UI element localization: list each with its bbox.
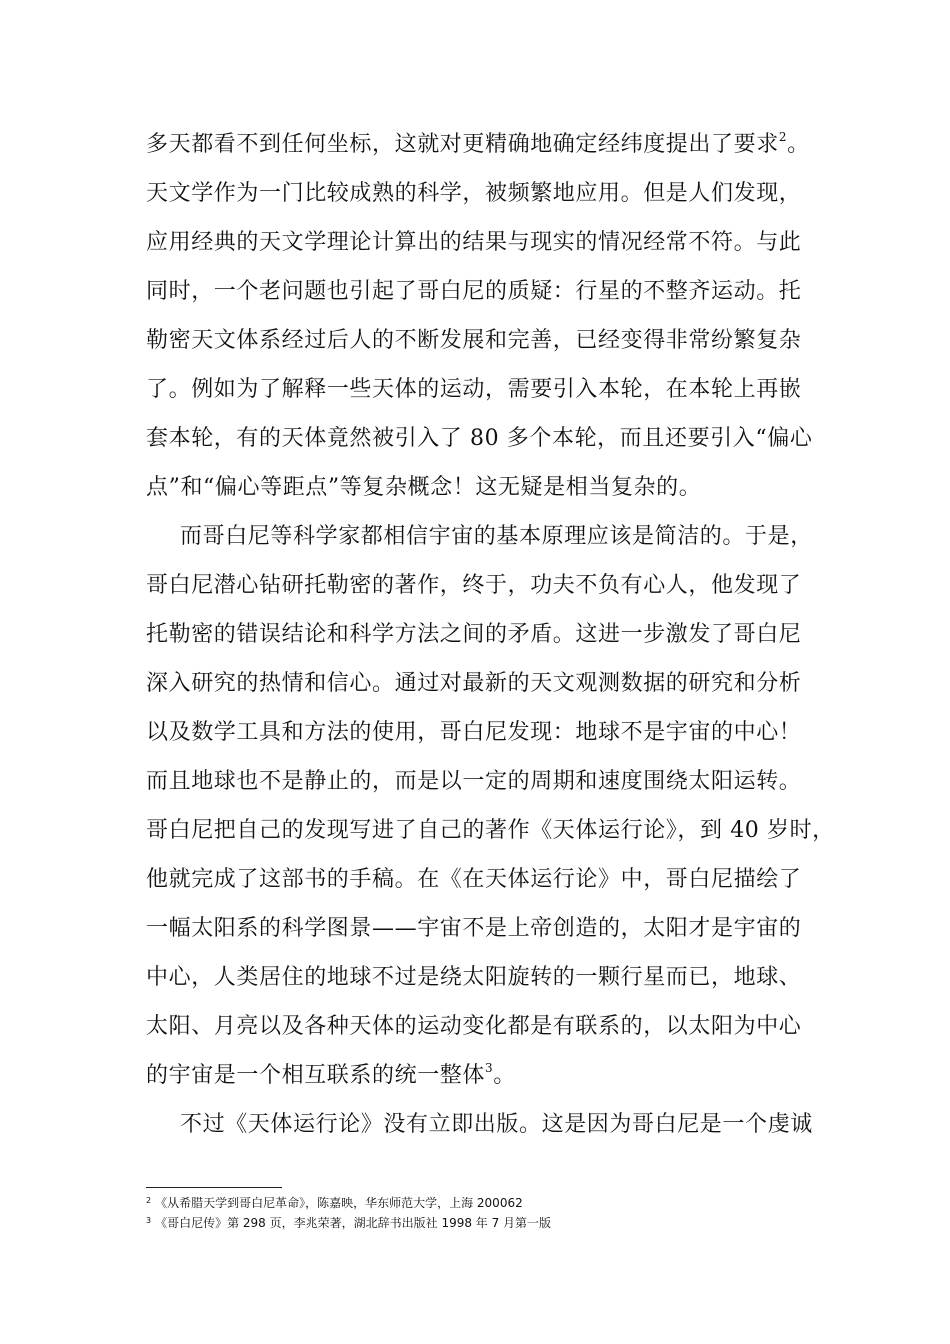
text-line-content: 多天都看不到任何坐标，这就对更精确地确定经纬度提出了要求 — [146, 132, 779, 157]
text-line: 套本轮，有的天体竟然被引入了 80 多个本轮，而且还要引入“偏心 — [146, 426, 813, 451]
body-text — [146, 120, 835, 1149]
text-line-content: 的宇宙是一个相互联系的统一整体 — [146, 1063, 486, 1088]
text-line: 了。例如为了解释一些天体的运动，需要引入本轮，在本轮上再嵌 — [146, 377, 802, 402]
text-line: 中心，人类居住的地球不过是绕太阳旋转的一颗行星而已，地球、 — [146, 965, 802, 990]
text-line: 哥白尼把自己的发现写进了自己的著作《天体运行论》，到 40 岁时， — [146, 818, 835, 843]
footnote-ref-2[interactable]: 2 — [778, 130, 788, 144]
footnote-mark: 3 — [146, 1216, 152, 1225]
text-line: 点”和“偏心等距点”等复杂概念！这无疑是相当复杂的。 — [146, 475, 702, 500]
footnote-text: 《从希腊天学到哥白尼革命》，陈嘉映，华东师范大学，上海 200062 — [155, 1196, 523, 1210]
text-line: 天文学作为一门比较成熟的科学，被频繁地应用。但是人们发现， — [146, 181, 802, 206]
text-line-tail: 。 — [787, 132, 810, 157]
text-line: 而且地球也不是静止的，而是以一定的周期和速度围绕太阳运转。 — [146, 769, 802, 794]
footnotes — [146, 1192, 826, 1232]
text-line: 以及数学工具和方法的使用，哥白尼发现：地球不是宇宙的中心！ — [146, 720, 802, 745]
text-line: 同时，一个老问题也引起了哥白尼的质疑：行星的不整齐运动。托 — [146, 279, 802, 304]
text-line-tail: 。 — [493, 1063, 516, 1088]
footnote-3 — [146, 1212, 826, 1232]
footnote-separator — [146, 1187, 282, 1188]
text-line: 不过《天体运行论》没有立即出版。这是因为哥白尼是一个虔诚 — [180, 1112, 813, 1137]
text-line — [146, 120, 826, 169]
footnote-text: 《哥白尼传》第 298 页，李兆荣著，湖北辞书出版社 1998 年 7 月第一版 — [155, 1216, 552, 1230]
text-line: 深入研究的热情和信心。通过对最新的天文观测数据的研究和分析 — [146, 671, 802, 696]
footnote-ref-3[interactable]: 3 — [485, 1061, 494, 1075]
text-line: 一幅太阳系的科学图景——宇宙不是上帝创造的，太阳才是宇宙的 — [146, 916, 802, 941]
text-line: 勒密天文体系经过后人的不断发展和完善，已经变得非常纷繁复杂 — [146, 328, 802, 353]
text-line: 太阳、月亮以及各种天体的运动变化都是有联系的，以太阳为中心 — [146, 1014, 802, 1039]
paragraph-3 — [146, 1100, 826, 1149]
footnote-2 — [146, 1192, 826, 1212]
paragraph-1 — [146, 120, 826, 512]
text-line: 托勒密的错误结论和科学方法之间的矛盾。这进一步激发了哥白尼 — [146, 622, 802, 647]
text-line — [146, 1051, 826, 1100]
text-line: 哥白尼潜心钻研托勒密的著作，终于，功夫不负有心人，他发现了 — [146, 573, 802, 598]
text-line: 他就完成了这部书的手稿。在《在天体运行论》中，哥白尼描绘了 — [146, 867, 802, 892]
paragraph-2 — [146, 512, 835, 1100]
text-line: 而哥白尼等科学家都相信宇宙的基本原理应该是简洁的。于是， — [180, 524, 813, 549]
footnote-mark: 2 — [146, 1196, 152, 1205]
text-line: 应用经典的天文学理论计算出的结果与现实的情况经常不符。与此 — [146, 230, 802, 255]
